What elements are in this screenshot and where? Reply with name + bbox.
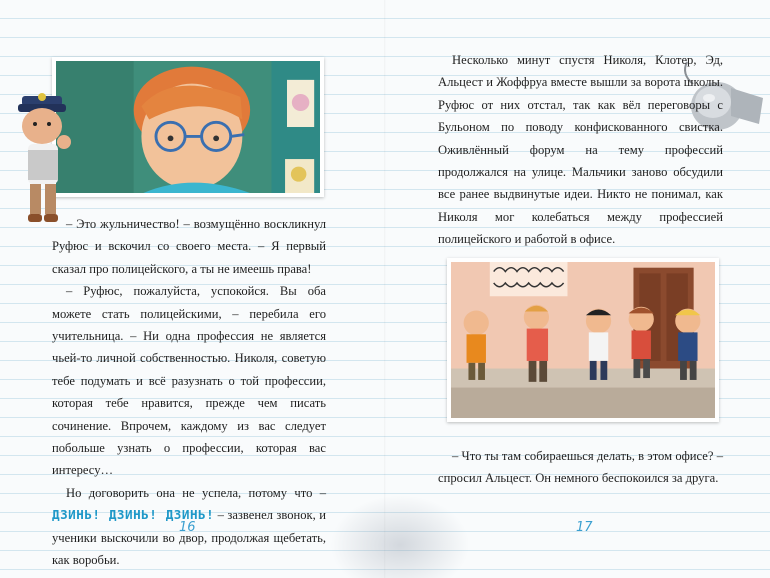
- bell-sound: ДЗИНЬ! ДЗИНЬ! ДЗИНЬ!: [52, 507, 215, 523]
- right-page: [385, 0, 770, 578]
- page-number: 16: [179, 520, 196, 535]
- teacher-scene: [56, 61, 320, 193]
- classroom-illustration: [52, 57, 324, 197]
- paragraph-text: – зазвенел звонок, и ученики выскочили во двор, продолжая щебетать, как воробьи.: [52, 508, 326, 568]
- right-page-text: [438, 49, 723, 251]
- page-number: 17: [576, 520, 593, 535]
- right-page-text-bottom: [438, 445, 723, 490]
- paragraph-text: Но договорить она не успела, потому что –: [66, 485, 326, 500]
- paragraph: Несколько минут спустя Николя, Клотер, Эд, Альцест и Жоффруа вместе вышли за ворота школы. Руфюс от них отстал, так как вёл переговоры с Бульоном по поводу конфискованного свистка. Оживлённый форум на тему профессий продолжался на улице. Мальчики заново обсудили все ранее выдвинутые идеи. Никто не понимал, как Николя мог колебаться между профессией полицейского и работой в офисе.: [438, 53, 723, 247]
- paragraph: – Это жульничество! – возмущённо воскликнул Руфюс и вскочил со своего места. – Я первый сказал про полицейского, а ты не имеешь права!: [52, 217, 326, 276]
- left-page-text: [52, 213, 326, 572]
- boy-character-icon: [8, 92, 80, 232]
- boys-scene: [451, 262, 715, 418]
- schoolyard-illustration: [447, 258, 719, 422]
- paragraph: – Руфюс, пожалуйста, успокойся. Вы оба можете стать полицейскими, – перебила его учительница. – Ни одна профессия не является чьей-то личной собственностью. Николя, советую тебе подумать и всё разузнать о той профессии, которая тебе нравится, прежде чем писать сочинение. Впрочем, каждому из вас следует побольше узнать о профессии, которая вас интересу…: [52, 284, 326, 478]
- paragraph: – Что ты там собираешься делать, в этом офисе? – спросил Альцест. Он немного беспокоился за друга.: [438, 449, 723, 486]
